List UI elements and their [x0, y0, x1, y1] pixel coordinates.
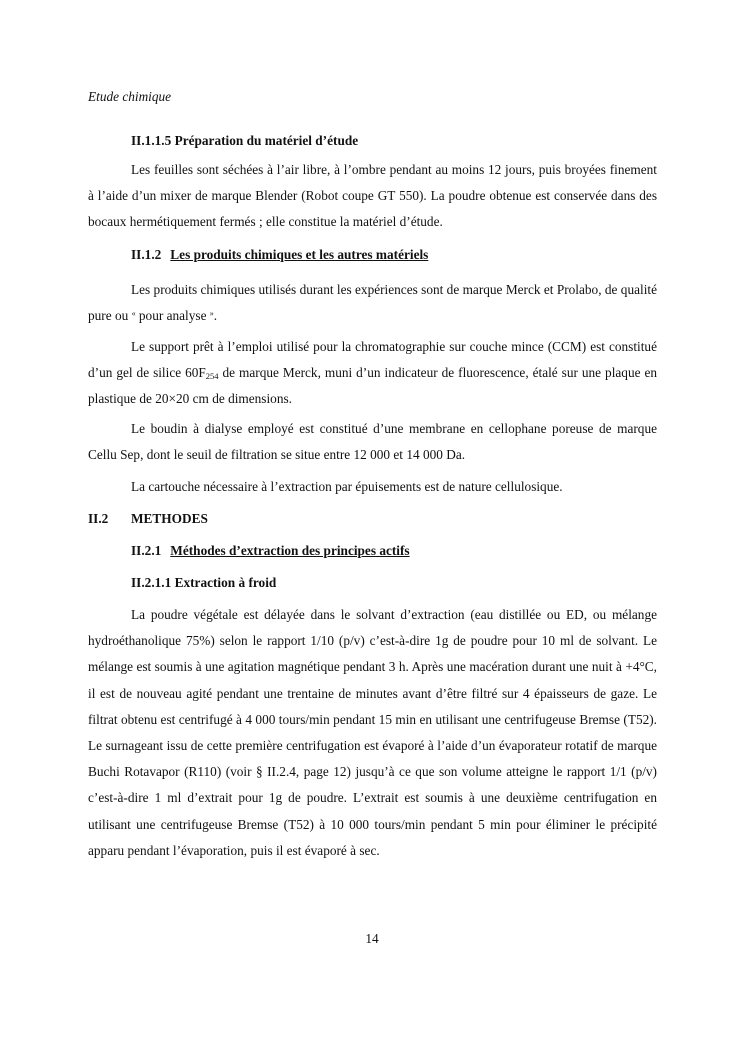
quoted-text: pour analyse: [135, 308, 210, 324]
paragraph-preparation-materiel: Les feuilles sont séchées à l’air libre, à l’ombre pendant au moins 12 jours, puis broyées finement à l’aide d’un mixer de marque Blender (Robot coupe GT 550). La poudre obtenue est conservée dans des bocaux hermétiquement fermés ; elle constitue la matériel d’étude.: [88, 162, 657, 230]
section-title: Méthodes d’extraction des principes actifs: [170, 543, 410, 558]
section-number: II.1.2: [131, 247, 162, 262]
paragraph-cartouche: La cartouche nécessaire à l’extraction par épuisements est de nature cellulosique.: [131, 479, 563, 494]
quote-close: »: [209, 309, 214, 319]
paragraph-text-continued: de marque Merck, muni d’un indicateur de fluorescence, étalé sur une plaque en plastique de 20×20 cm de dimensions.: [88, 365, 658, 407]
subsection-heading-ii-2-1-1: II.2.1.1 Extraction à froid: [131, 575, 277, 590]
page-number: 14: [365, 931, 379, 946]
section-heading-ii-1-2: [131, 247, 428, 263]
section-title: Les produits chimiques et les autres matériels: [170, 247, 429, 262]
section-heading-ii-2-1: [131, 543, 410, 559]
running-header: Etude chimique: [88, 89, 172, 104]
paragraph-boudin-dialyse: Le boudin à dialyse employé est constitué d’une membrane en cellophane poreuse de marque Cellu Sep, dont le seuil de filtration se situe entre 12 000 et 14 000 Da.: [88, 421, 657, 463]
subscript-254: 254: [205, 371, 219, 382]
paragraph-extraction-froid: La poudre végétale est délayée dans le solvant d’extraction (eau distillée ou ED, ou mélange hydroéthanolique 75%) selon le rapport 1/10 (p/v) c’est-à-dire 1g de poudre pour 10 ml de solvant. Le mélange est soumis à une agitation magnétique pendant 3 h. Après une macération durant une nuit à +4°C, il est de nouveau agité pendant une trentaine de minutes avant d’être filtré sur 4 épaisseurs de gaze. Le filtrat obtenu est centrifugé à 4 000 tours/min pendant 15 min en utilisant une centrifugeuse Bremse (T52). Le surnageant issu de cette première centrifugation est évaporé à l’aide d’un évaporateur rotatif de marque Buchi Rotavapor (R110) (voir § II.2.4, page 12) jusqu’à ce que son volume atteigne le rapport 1/1 (p/v) c’est-à-dire 1 ml d’extrait pour 1g de poudre. L’extrait est soumis à une deuxième centrifugation en utilisant une centrifugeuse Bremse (T52) à 10 000 tours/min pendant 5 min pour éliminer le précipité apparu pendant l’évaporation, puis il est évaporé à sec.: [88, 607, 657, 858]
section-number: II.2.1: [131, 543, 162, 558]
section-title-methodes: METHODES: [131, 511, 208, 526]
paragraph-text: Le support prêt à l’emploi utilisé pour la chromatographie sur couche mince (CCM) est constitué d’un gel de silice 60F: [88, 339, 657, 381]
subsection-heading-ii-1-1-5: II.1.1.5 Préparation du matériel d’étude: [131, 133, 359, 148]
paragraph-support-ccm: [88, 334, 657, 413]
sentence-end: .: [213, 308, 218, 324]
paragraph-produits-chimiques: [88, 277, 657, 329]
section-number-ii-2: II.2: [88, 511, 109, 526]
quote-open: «: [131, 309, 136, 319]
paragraph-text: Les produits chimiques utilisés durant les expériences sont de marque Merck et Prolabo, de qualité pure ou: [88, 282, 657, 324]
